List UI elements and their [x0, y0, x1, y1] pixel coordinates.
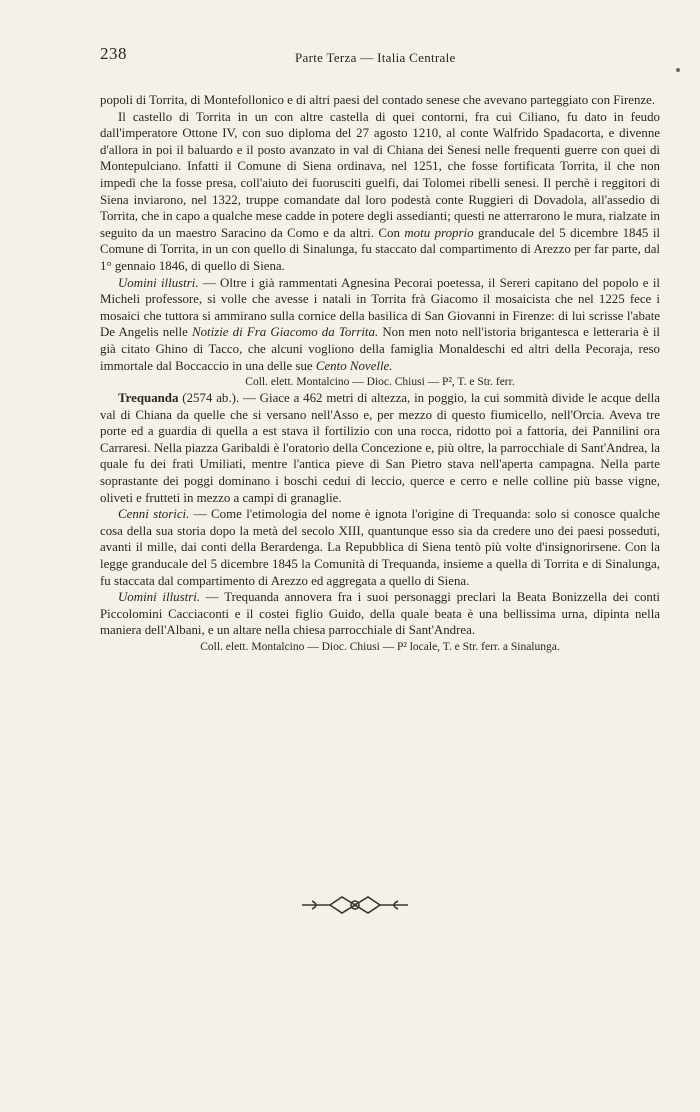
running-title: Parte Terza — Italia Centrale	[295, 50, 456, 65]
italic-title: Cento Novelle.	[315, 358, 393, 373]
italic-title: Notizie di Fra Giacomo da Torrita.	[191, 325, 379, 340]
section-heading: Cenni storici.	[118, 507, 190, 522]
page-header	[100, 44, 660, 68]
margin-speck	[676, 68, 680, 72]
entry-name: Trequanda	[118, 391, 179, 406]
italic-term: motu proprio	[404, 225, 474, 240]
torrita-paragraph-1: popoli di Torrita, di Montefollonico e di altri paesi del contado senese che avevano parteggiato con Firenze.	[100, 93, 656, 107]
tailpiece-ornament-icon	[300, 893, 410, 917]
section-heading: Uomini illustri.	[118, 275, 199, 290]
body-text	[100, 92, 660, 655]
torrita-collegio-line: Coll. elett. Montalcino — Dioc. Chiusi — P², T. e Str. ferr.	[245, 376, 515, 389]
trequanda-collegio-line: Coll. elett. Montalcino — Dioc. Chiusi — P² locale, T. e Str. ferr. a Sinalunga.	[200, 641, 560, 653]
trequanda-paragraph-3: Uomini illustri. — Trequanda annovera fra i suoi personaggi preclari la Beata Bonizzella dei conti Piccolomini Cacciaconti e il costei figlio Guido, della quale beata è una bellissima urna, dipinta nella maniera dell'Albani, e un altare nella chiesa parrocchiale di Sant'Andrea.	[100, 590, 660, 638]
torrita-paragraph-3: Uomini illustri. — Oltre i già rammentati Agnesina Pecorai poetessa, il Sereri capitano del popolo e il Micheli professore, si volle che avesse i natali in Torrita frà Giacomo il mosaicista che nel 1225 fece i mosaici che tuttora si ammirano sulla cornice della basilica di San Giovanni in Firenze: di lui scrisse l'abate De Angelis nelle Notizie di Fra Giacomo da Torrita. Non men noto nell'istoria brigantesca e letteraria è il già citato Ghino di Tacco, che alcuni vogliono della famiglia Monaldeschi ed altri della Pecoraja, reso immortale dal Boccaccio in una delle sue Cento Novelle.	[100, 275, 660, 373]
section-heading: Uomini illustri.	[118, 590, 201, 605]
trequanda-paragraph-2: Cenni storici. — Come l'etimologia del nome è ignota l'origine di Trequanda: solo si conosce qualche cosa della sua storia dopo la metà del secolo XIII, quantunque esso sia da credere uno dei paesi posseduti, avanti il mille, dai conti della Berardenga. La Repubblica di Siena tentò più volte d'insignorirsene. Con la legge granducale del 5 dicembre 1845 la Comunità di Trequanda, insieme a quella di Torrita e di Sinalunga, fu staccata dal compartimento di Arezzo ed aggregata a quello di Siena.	[100, 507, 660, 588]
trequanda-paragraph-1: Trequanda (2574 ab.). — Giace a 462 metri di altezza, in poggio, la cui sommità divide le acque della val di Chiana da quelle che si versano nell'Asso e, per mezzo di questo fiumicello, nell'Orcia. Aveva tre porte ed a guardia di quella a est stava il fortilizio con una rocca, ridotto poi a fattoria, dei Pannilini ora Carraresi. Nella piazza Garibaldi è l'oratorio della Concezione e, più oltre, la parrocchiale di Sant'Andrea, la quale fu dei frati Umiliati, mentre l'antica pieve di San Pietro stava nell'aperta campagna. Nella parte soprastante dei poggi dominano i boschi cedui di leccio, querce e cerro e nelle colline più basse vigne, oliveti e frutteti in mezzo a campi di granaglie.	[100, 391, 660, 505]
torrita-paragraph-2: Il castello di Torrita in un con altre castella di quei contorni, fra cui Ciliano, fu dato in feudo dall'imperatore Ottone IV, con suo diploma del 27 agosto 1210, al conte Walfrido Spadacorta, e divenne d'allora in poi il baluardo e il posto avanzato in val di Chiana dei Senesi nelle frequenti guerre con quei di Montepulciano. Infatti il Comune di Siena ordinava, nel 1251, che fosse fortificata Torrita, il che non impedì che la fosse presa, coll'aiuto dei fuorusciti guelfi, dai Tolomei ribelli senesi. Il perchè i reggitori di Siena inviarono, nel 1322, truppe comandate dal loro podestà conte Ruggieri di Dovadola, all'assedio di Torrita, che in capo a qualche mese cadde in potere degli assedianti; questi ne atterrarono le mura, rialzate in seguito da un maestro Saracino da Como e da altri. Con motu proprio granducale del 5 dicembre 1845 il Comune di Torrita, in un con quello di Sinalunga, fu staccato dal compartimento di Arezzo per far parte, dal 1° gennaio 1846, di quello di Siena.	[100, 109, 660, 273]
page-number: 238	[100, 44, 127, 63]
